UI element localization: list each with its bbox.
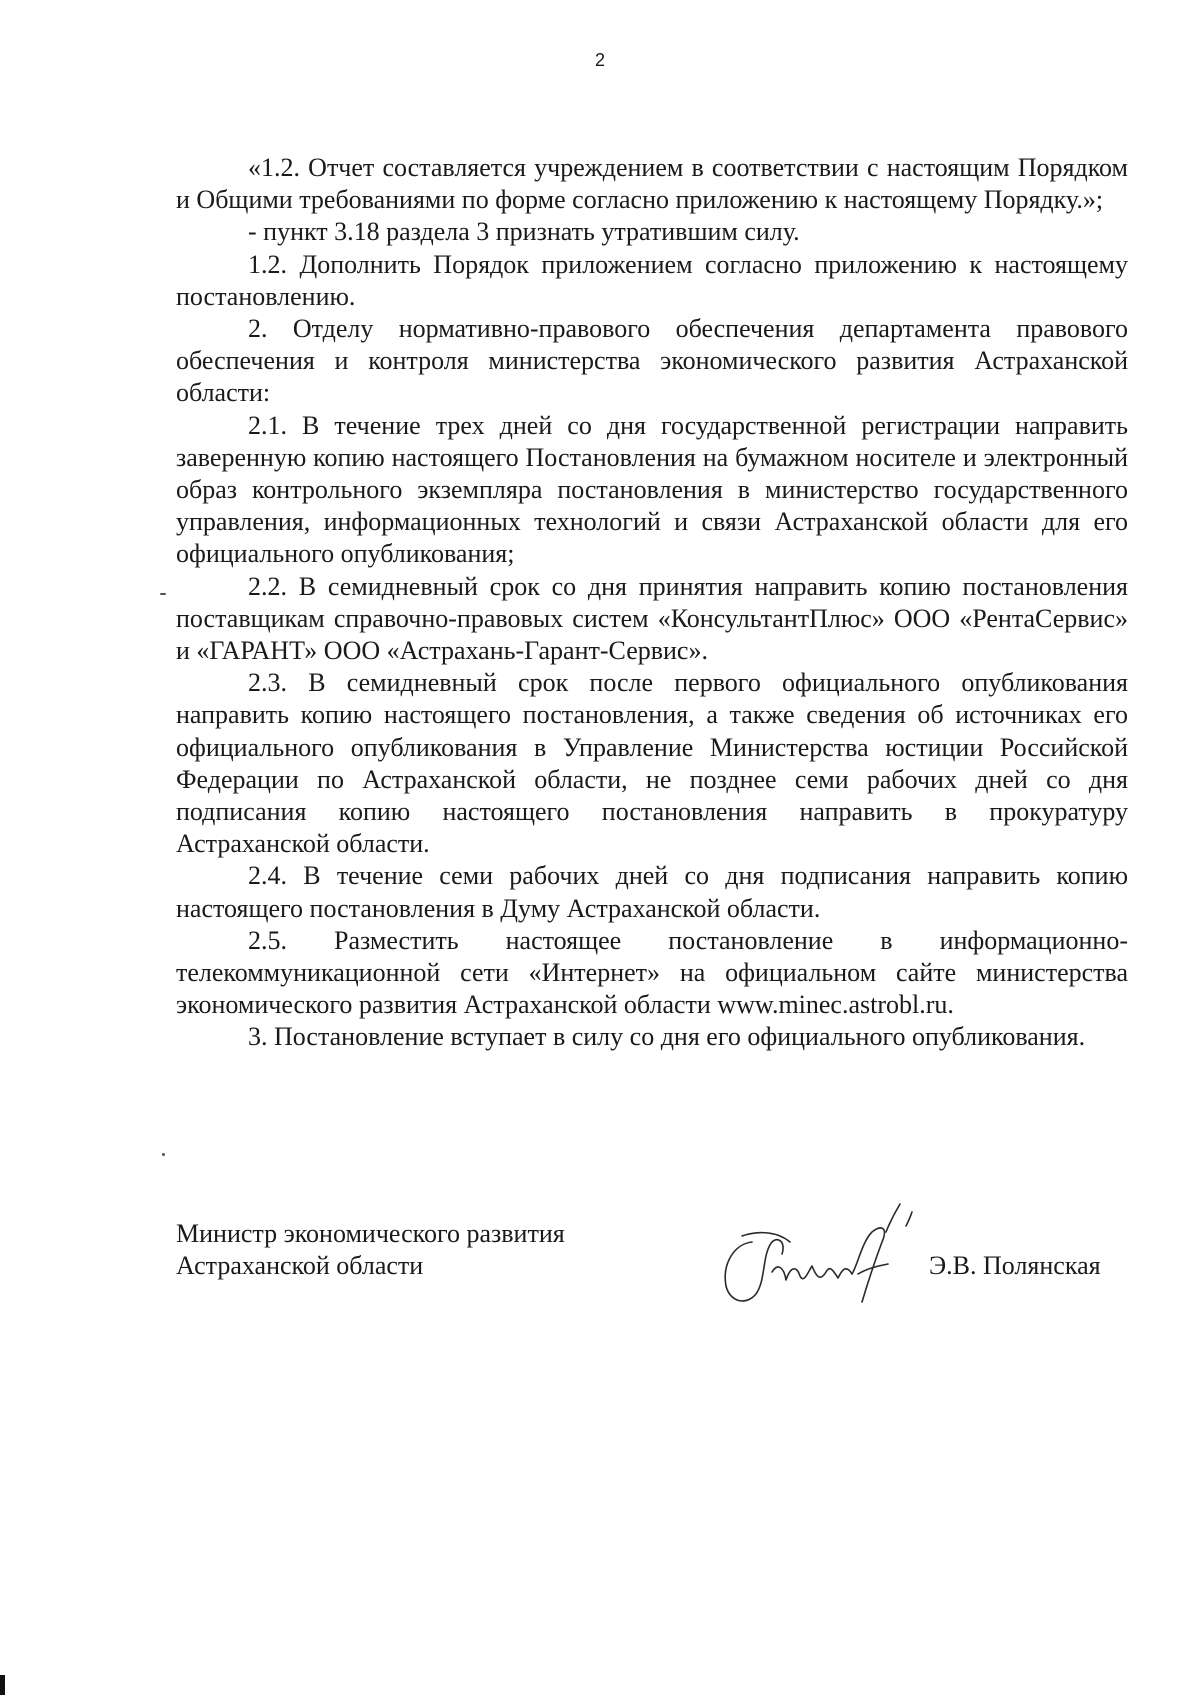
paragraph-2-3: 2.3. В семидневный срок после первого официального опубликования направить копию настоящего постановления, а также сведения об источниках его официального опубликования в Управление Министерства юстиции Российской Федерации по Астраханской области, не позднее семи рабочих дней со дня подписания копию настоящего постановления направить в прокуратуру Астраханской области. bbox=[176, 668, 1128, 859]
handwritten-signature bbox=[712, 1202, 927, 1317]
signature-block bbox=[176, 1218, 1128, 1348]
paragraph-1-2-report: «1.2. Отчет составляется учреждением в соответствии с настоящим Порядком и Общими требованиями по форме согласно приложению к настоящему Порядку.»; bbox=[176, 153, 1128, 215]
paragraph-2: 2. Отделу нормативно-правового обеспечения департамента правового обеспечения и контроля министерства экономического развития Астраханской области: bbox=[176, 314, 1128, 408]
paragraph-2-4: 2.4. В течение семи рабочих дней со дня подписания направить копию настоящего постановления в Думу Астраханской области. bbox=[176, 861, 1128, 923]
page-number: 2 bbox=[594, 50, 605, 70]
signatory-title-line-2: Астраханской области bbox=[176, 1251, 424, 1280]
paragraph-3: 3. Постановление вступает в силу со дня его официального опубликования. bbox=[248, 1022, 1086, 1052]
signatory-title-line-1: Министр экономического развития bbox=[176, 1219, 565, 1248]
signatory-name: Э.В. Полянская bbox=[929, 1251, 1101, 1280]
paragraph-1-2-appendix: 1.2. Дополнить Порядок приложением согласно приложению к настоящему постановлению. bbox=[176, 249, 1128, 311]
scan-edge-mark bbox=[0, 1675, 5, 1695]
scan-speck bbox=[160, 593, 166, 595]
paragraph-2-5: 2.5. Разместить настоящее постановление в информационно-телекоммуникационной сети «Интернет» на официальном сайте министерства экономического развития Астраханской области www.minec.astrobl.ru. bbox=[176, 925, 1128, 1020]
paragraph-item-3-18: - пункт 3.18 раздела 3 признать утратившим силу. bbox=[248, 217, 800, 247]
document-body bbox=[176, 152, 1128, 1054]
paragraph-2-1: 2.1. В течение трех дней со дня государственной регистрации направить заверенную копию настоящего Постановления на бумажном носителе и электронный образ контрольного экземпляра постановления в министерство государственного управления, информационных технологий и связи Астраханской области для его официального опубликования; bbox=[176, 410, 1128, 569]
paragraph-2-2: 2.2. В семидневный срок со дня принятия направить копию постановления поставщикам справочно-правовых систем «КонсультантПлюс» ООО «РентаСервис» и «ГАРАНТ» ООО «Астрахань-Гарант-Сервис». bbox=[176, 571, 1128, 666]
scan-speck bbox=[162, 1153, 165, 1156]
signatory-title bbox=[176, 1218, 565, 1282]
